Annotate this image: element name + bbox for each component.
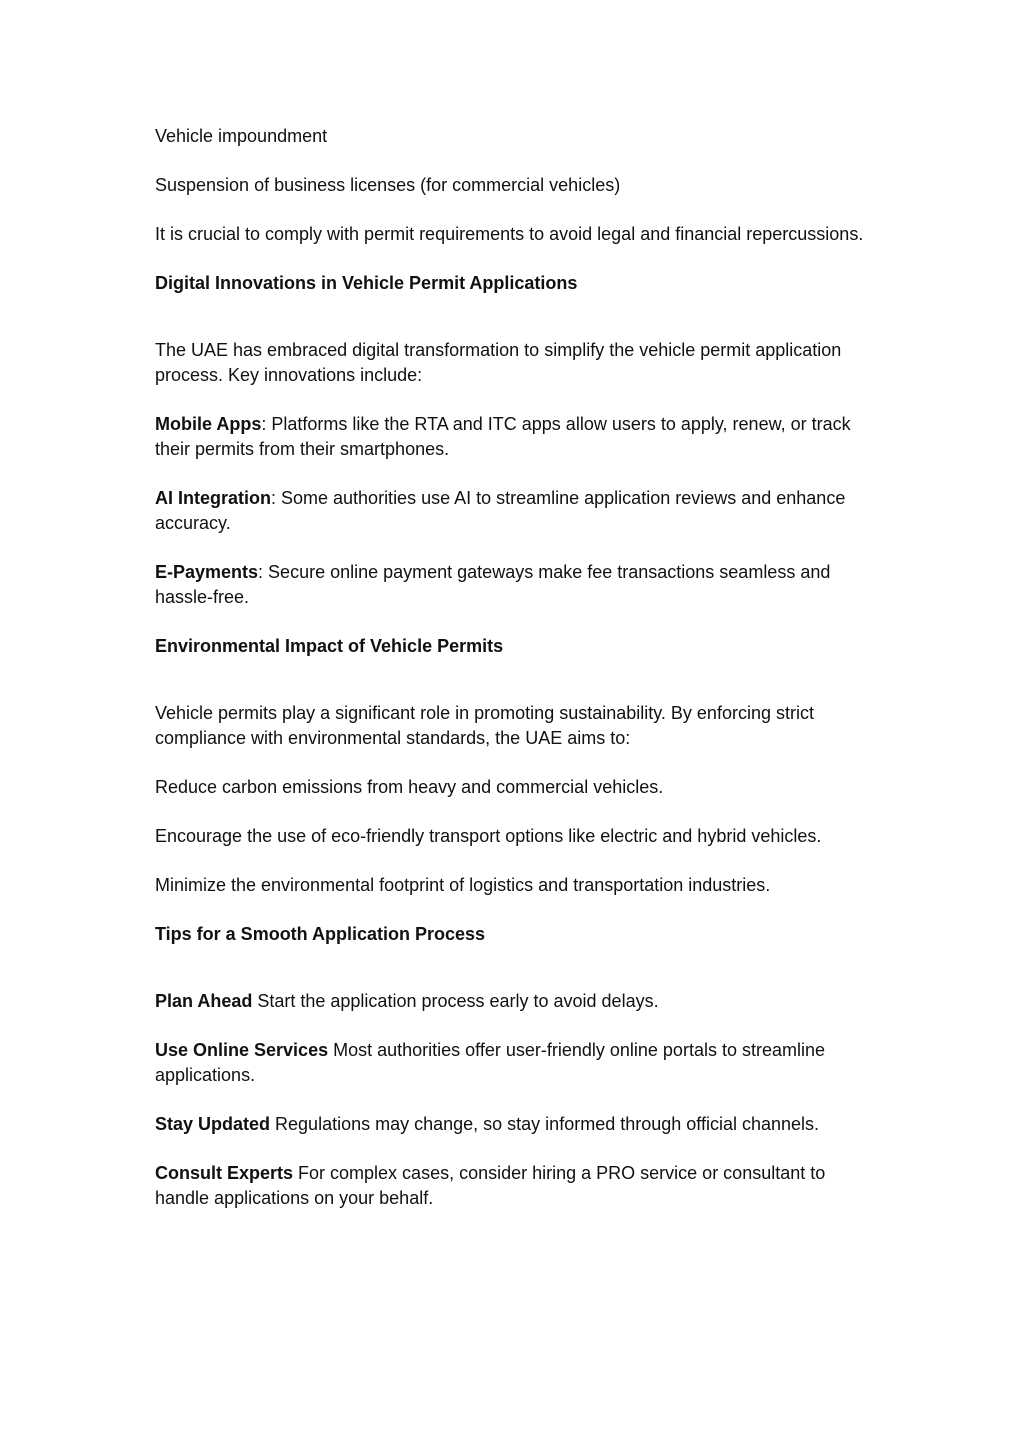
text-mobile-apps: : Platforms like the RTA and ITC apps allow users to apply, renew, or track their permits from their smartphones.: [155, 414, 851, 459]
list-item-mobile-apps: [155, 412, 875, 462]
heading-environmental-impact: Environmental Impact of Vehicle Permits: [155, 636, 504, 656]
heading-tips: Tips for a Smooth Application Process: [155, 924, 486, 944]
list-item-consult-experts: [155, 1161, 875, 1211]
list-item-minimize-footprint: Minimize the environmental footprint of logistics and transportation industries.: [155, 875, 771, 895]
term-stay-updated: Stay Updated: [155, 1114, 271, 1134]
paragraph-environment-intro: Vehicle permits play a significant role in promoting sustainability. By enforcing strict compliance with environmental standards, the UAE aims to:: [155, 703, 814, 748]
list-item-eco-friendly: Encourage the use of eco-friendly transport options like electric and hybrid vehicles.: [155, 826, 822, 846]
text-consult-experts: For complex cases, consider hiring a PRO service or consultant to handle applications on your behalf.: [155, 1163, 826, 1208]
term-mobile-apps: Mobile Apps: [155, 414, 262, 434]
heading-digital-innovations: Digital Innovations in Vehicle Permit Applications: [155, 273, 578, 293]
paragraph-comply-requirements: It is crucial to comply with permit requirements to avoid legal and financial repercussions.: [155, 224, 864, 244]
term-consult-experts: Consult Experts: [155, 1163, 294, 1183]
term-e-payments: E-Payments: [155, 562, 259, 582]
text-e-payments: : Secure online payment gateways make fee transactions seamless and hassle-free.: [155, 562, 831, 607]
list-item-reduce-emissions: Reduce carbon emissions from heavy and commercial vehicles.: [155, 777, 664, 797]
term-online-services: Use Online Services: [155, 1040, 329, 1060]
paragraph-vehicle-impoundment: Vehicle impoundment: [155, 126, 328, 146]
text-plan-ahead: Start the application process early to avoid delays.: [252, 991, 659, 1011]
text-ai-integration: : Some authorities use AI to streamline application reviews and enhance accuracy.: [155, 488, 846, 533]
term-ai-integration: AI Integration: [155, 488, 271, 508]
text-online-services: Most authorities offer user-friendly online portals to streamline applications.: [155, 1040, 825, 1085]
document-page: [155, 124, 875, 1211]
list-item-ai-integration: [155, 486, 875, 536]
list-item-plan-ahead: [155, 989, 875, 1014]
list-item-online-services: [155, 1038, 875, 1088]
text-stay-updated: Regulations may change, so stay informed through official channels.: [270, 1114, 820, 1134]
paragraph-digital-intro: The UAE has embraced digital transformation to simplify the vehicle permit application process. Key innovations include:: [155, 340, 842, 385]
paragraph-suspension-licenses: Suspension of business licenses (for commercial vehicles): [155, 175, 621, 195]
term-plan-ahead: Plan Ahead: [155, 991, 253, 1011]
list-item-stay-updated: [155, 1112, 875, 1137]
list-item-e-payments: [155, 560, 875, 610]
